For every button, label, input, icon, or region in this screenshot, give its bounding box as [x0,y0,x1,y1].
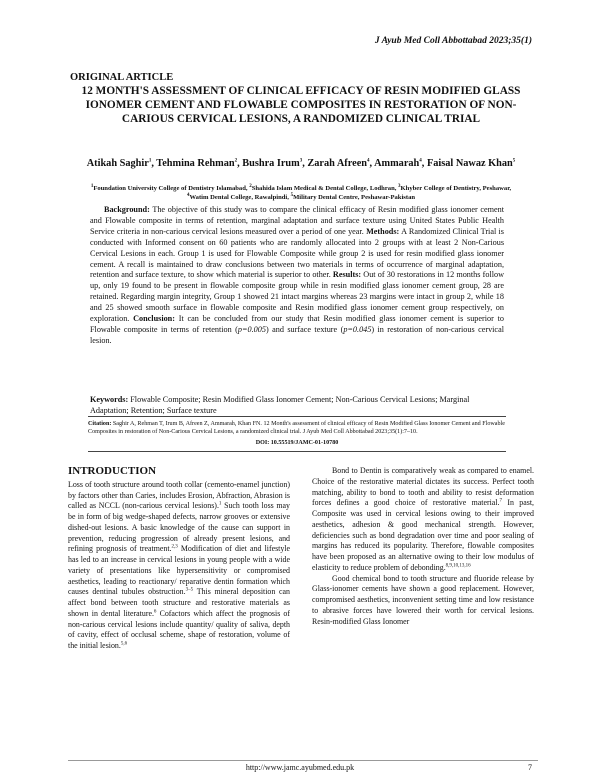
citation-box [88,416,506,452]
affiliation: Foundation University College of Dentistry Islamabad, [93,185,250,192]
text: Bond to Dentin is comparatively weak as compared to enamel. Choice of the restorative material dictates its success. Perfect tooth matching, ability to bond to tooth and ability to resist deformation forces defines a good choice of restorative material. [312,466,534,508]
citation-sup: 3–5 [185,587,194,593]
author-sup: 5 [512,158,516,164]
author-list: Atikah Saghir$^1$, Tehmina Rehman$^2$, Bushra Irum$^3$, Zarah Afreen$^4$, Ammarah$^4$, Faisal Nawaz Khan$^5$ [86,158,516,169]
author-sup: 1 [148,158,152,164]
keywords [90,395,504,417]
background-text: The objective of this study was to compare the clinical efficacy of Resin modified glass ionomer cement and Flowable composite in terms of retention, marginal adaptation and surface texture using United States Public Health Service criteria in non-carious cervical lesions measured over a period of one year. [90,205,504,236]
p-value: p=0.005 [237,324,266,334]
author-sup: 2 [234,158,238,164]
author-name: Atikah Saghir [86,158,149,169]
conclusion-text: It can be concluded from our study that Resin modified glass ionomer cement is superior to Flowable composite in terms of retention ( [90,314,504,334]
citation-sup: 1 [218,501,222,507]
conclusion-text: ) in restoration of non-carious cervical lesion. [90,324,504,345]
p-value: p=0.045 [343,324,372,334]
affiliation: Khyber College of Dentistry, Peshawar, [400,185,512,192]
journal-header: J Ayub Med Coll Abbottabad 2023;35(1) [374,36,532,46]
results-text: Out of 30 restorations in 12 months follow up, only 19 found to be present in flowable composite group while in resin modified glass ionomer cement group, 28 are retained. Regarding margin integrity, Group 1 showed 21 intact margins whereas 23 margins were intact in group 2, while 18 and 25 showed smooth surface in flowable composite and Resin modified glass ionomer cement group respectively, on exploration. [90,270,504,324]
keywords-text: Flowable Composite; Resin Modified Glass Ionomer Cement; Non-Carious Cervical Lesions; Marginal Adaptation; Retention; Surface texture [90,395,470,415]
article-title: 12 MONTH'S ASSESSMENT OF CLINICAL EFFICACY OF RESIN MODIFIED GLASS IONOMER CEMENT AND FLOWABLE COMPOSITES IN RESTORATION OF NON-CARIOUS CERVICAL LESIONS, A RANDOMIZED CLINICAL TRIAL [81,85,521,125]
author-sup: 4 [419,158,422,164]
introduction-heading: INTRODUCTION [68,465,157,477]
article-type: ORIGINAL ARTICLE [70,72,174,83]
methods-label: Methods: [366,226,400,236]
affiliation: Shahida Islam Medical & Dental College, Lodhran, [251,185,399,192]
right-column [312,466,534,627]
results-label: Results: [332,270,362,280]
citation-sup: 8,9,10,13,16 [445,563,471,569]
affiliation-sup: 1 [90,183,94,189]
affiliation-sup: 3 [398,183,401,189]
citation-sup: 2,3 [171,544,178,550]
affiliation-sup: 4 [186,192,190,198]
affiliation-sup: 2 [249,183,252,189]
conclusion-text: ) and surface texture ( [265,324,344,334]
author-name: Zarah Afreen [307,158,367,169]
text: Such tooth loss may be in form of big wedge-shaped defects, narrow grooves or extensive dished-out lesions. A basic knowledge of the cause can support in prevention, reducing progression of already present lesions, and refining prognosis of treatment. [68,501,290,554]
author-sup: 4 [367,158,370,164]
text: Modification of diet and lifestyle has led to an increase in cervical lesions in young people with a wide variety of presentations like hypersensitivity or compromised aesthetics, leading to reactionary/ reparative dentin formation which causes dentinal tubules obstruction. [68,544,290,597]
author-name: Tehmina Rehman [156,158,235,169]
abstract [90,205,504,347]
citation-sup: 6 [153,609,157,615]
paragraph [312,466,534,574]
affiliation: Military Dental Centre, Peshawar-Pakistan [293,193,416,201]
author-name: Faisal Nawaz Khan [426,158,513,169]
doi: DOI: 10.55519/JAMC-01-10780 [88,439,506,451]
author-name: Ammarah [374,158,420,169]
keywords-label: Keywords: [90,395,129,404]
footer-url[interactable]: http://www.jamc.ayubmed.edu.pk [245,763,355,772]
paragraph: Good chemical bond to tooth structure and fluoride release by Glass-ionomer cements have shown a good replacement. However, compromised aesthetics, inconvenient setting time and low resistance to abrasive forces have lowered their worth for cervical lesions. Resin-modified Glass Ionomer [312,573,534,626]
text: Cofactors which affect the prognosis of non-carious cervical lesions include quantity/ quality of saliva, depth of cavity, effect of occlusal scheme, shape of restoration, volume of the initial lesion. [68,608,290,650]
citation-label: Citation: [88,421,112,427]
background-label: Background: [104,205,150,214]
author-sup: 3 [299,158,303,164]
conclusion-label: Conclusion: [133,314,175,324]
citation-sup: 7 [499,498,502,504]
author-name: Bushra Irum [242,158,300,169]
affiliation-sup: 5 [290,192,294,198]
affiliations [82,185,520,202]
left-column [68,466,290,652]
page-number: 7 [528,763,532,772]
text: This mineral deposition can affect bond between tooth structure and restorative materials as shown in dental literature. [68,587,291,618]
text: In past, Composite was used in cervical lesions owing to their improved aesthetics, adhesion & good mechanical strength. However, deficiencies such as bond degradation over time and poor sealing of margins has reduced its popularity. Therefore, flowable composites have been proposed as an alternative owing to their low modulus of elasticity to reduce problem of debonding. [312,498,534,572]
text: Loss of tooth structure around tooth collar (cemento-enamel junction) by factors other than Caries, includes Erosion, Abfraction, Abrasion is called as NCCL (non-carious cervical lesions). [68,479,290,511]
citation [88,420,506,436]
methods-text: A Randomized Clinical Trial is conducted with Informed consent on 60 patients who are randomly allocated into 2 groups with at least 2 Non-Carious Cervical Lesions in each. Group 1 is used for Flowable Composite while group 2 is used for resin modified glass ionomer cement. A recall is maintained to draw conclusions between two materials in terms of occurrence of marginal adaptation, retention and surface texture, to show which material is superior to other. [90,226,504,280]
citation-sup: 5,6 [120,641,128,647]
citation-text: Saghir A, Rehman T, Irum B, Afreen Z, Ammarah, Khan FN. 12 Month's assessment of clinical efficacy of Resin Modified Glass Ionomer Cement and Flowable Composites in restoration of Non-Carious Cervical Lesions, a randomized clinical trial. J Ayub Med Coll Abbottabad 2023;35(1):7–10. [88,421,505,436]
footer-divider [68,760,538,761]
affiliation: Watim Dental College, Rawalpindi, [189,193,291,201]
paragraph [68,480,290,652]
